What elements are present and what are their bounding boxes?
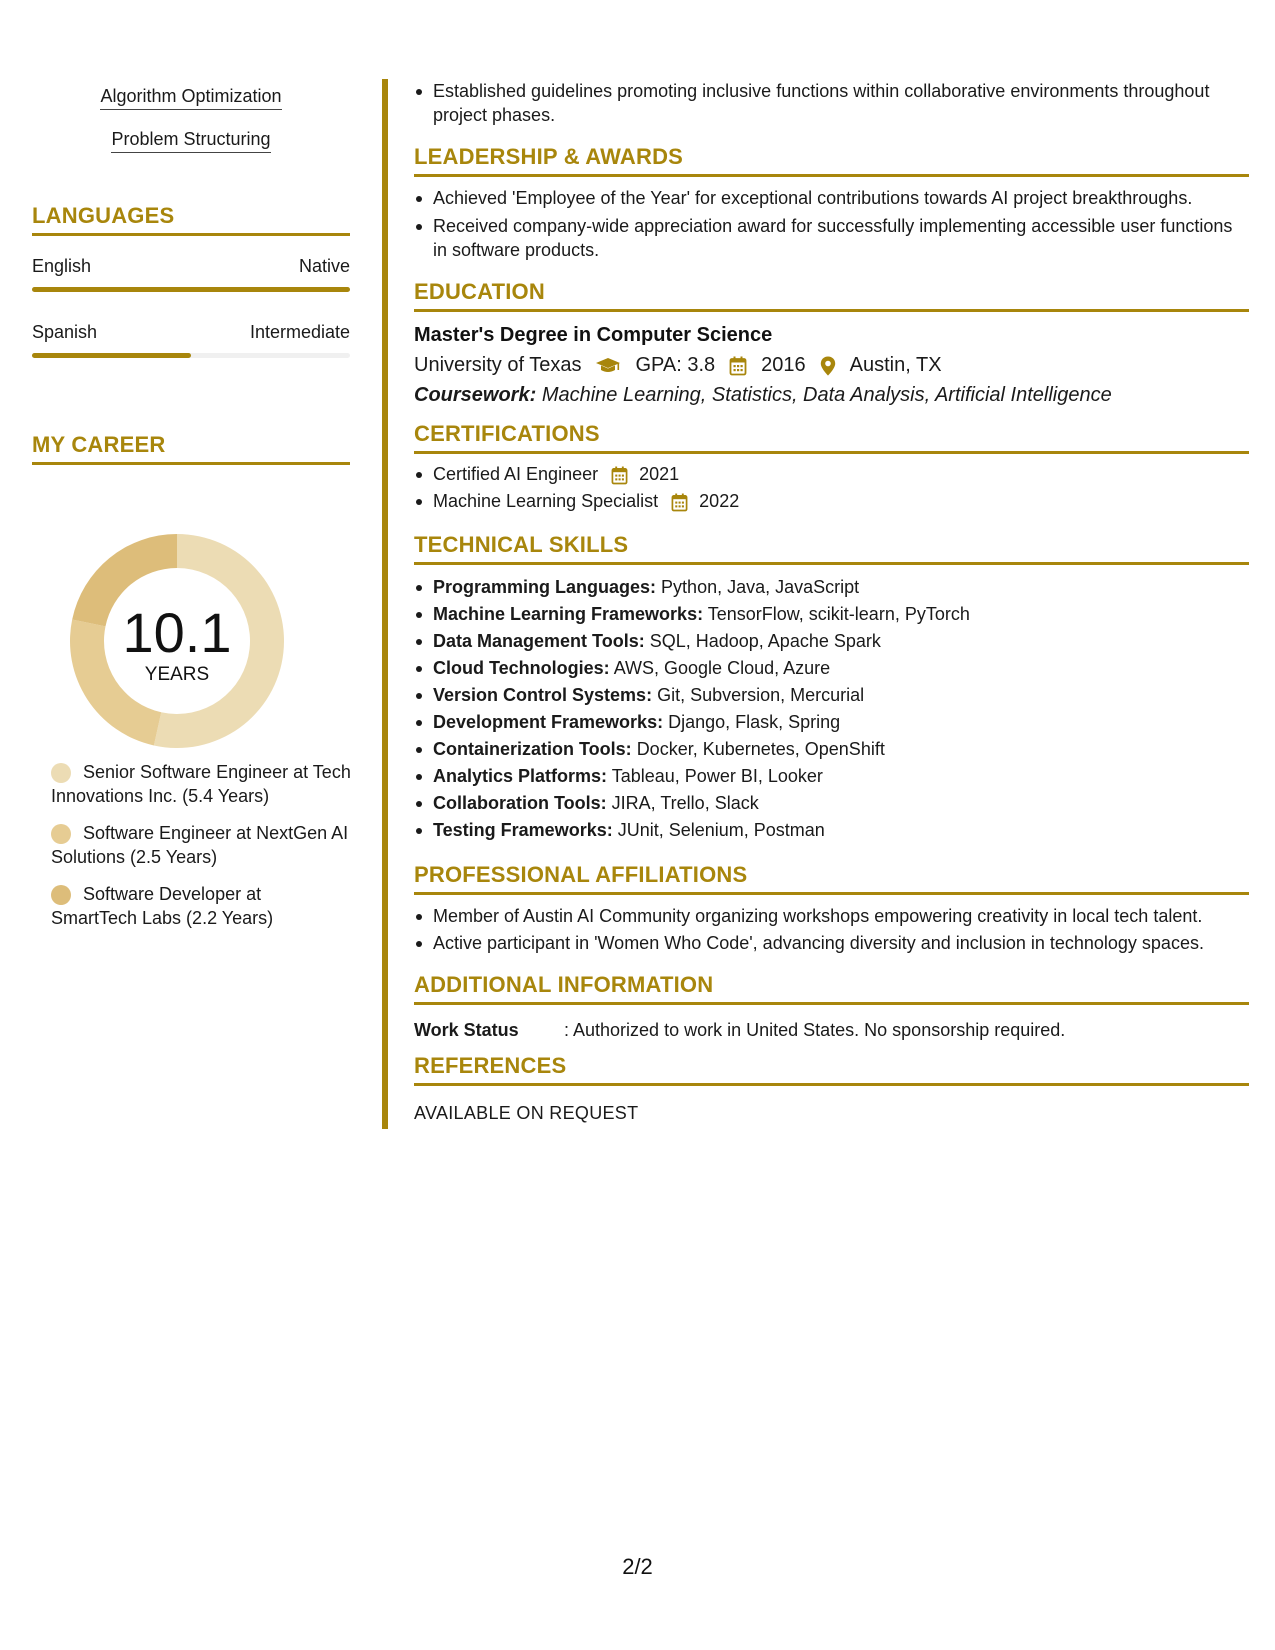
cert-year: 2021 (639, 464, 680, 484)
affiliations-heading: PROFESSIONAL AFFILIATIONS (414, 862, 1249, 895)
skill-category: Development Frameworks: (433, 712, 664, 732)
career-legend-item: Software Developer at SmartTech Labs (2.2 Years) (51, 884, 274, 928)
list-item (414, 488, 1249, 515)
skill-item (414, 682, 1249, 709)
technical-skills-heading: TECHNICAL SKILLS (414, 532, 1249, 565)
skill-values: SQL, Hadoop, Apache Spark (649, 631, 881, 651)
list-item: Member of Austin AI Community organizing workshops empowering creativity in local tech talent. (414, 903, 1249, 930)
skill-item (414, 736, 1249, 763)
language-name: Spanish (32, 322, 98, 342)
career-total-unit: YEARS (144, 664, 210, 685)
skill-category: Analytics Platforms: (433, 766, 608, 786)
education-meta (414, 354, 942, 377)
skill-values: AWS, Google Cloud, Azure (613, 658, 831, 678)
list-item (414, 461, 1249, 488)
calendar-icon (671, 493, 688, 512)
language-row (32, 256, 350, 277)
graduation-cap-icon (595, 357, 621, 375)
skill-values: Django, Flask, Spring (668, 712, 841, 732)
legend-dot (51, 824, 71, 844)
work-status-row (414, 1020, 1065, 1041)
work-status-label: Work Status (414, 1020, 519, 1040)
cert-name: Machine Learning Specialist (433, 491, 659, 511)
skill-category: Cloud Technologies: (433, 658, 610, 678)
affiliations-list (414, 903, 1249, 957)
language-level: Native (298, 256, 350, 276)
certifications-list (414, 461, 1249, 515)
language-bar-fill (32, 287, 350, 292)
list-item: Established guidelines promoting inclusive functions within collaborative environments throughout project phases. (414, 79, 1249, 127)
skill-item (414, 763, 1249, 790)
skill-item (414, 790, 1249, 817)
legend-dot (51, 885, 71, 905)
skill-item (414, 574, 1249, 601)
references-text: AVAILABLE ON REQUEST (414, 1103, 639, 1123)
leadership-list (414, 186, 1249, 262)
coursework-list: Machine Learning, Statistics, Data Analysis, Artificial Intelligence (541, 384, 1112, 406)
coursework-label: Coursework: (414, 384, 537, 406)
technical-skills-list (414, 574, 1249, 844)
skill-category: Containerization Tools: (433, 739, 632, 759)
page-number: 2/2 (622, 1554, 653, 1579)
skill-item (414, 601, 1249, 628)
cert-year: 2022 (699, 491, 740, 511)
career-heading: MY CAREER (32, 432, 350, 465)
cert-name: Certified AI Engineer (433, 464, 599, 484)
education-location: Austin, TX (849, 354, 942, 376)
graduation-year: 2016 (761, 354, 806, 376)
language-bar (32, 287, 350, 292)
leadership-heading: LEADERSHIP & AWARDS (414, 144, 1249, 177)
career-legend-item: Software Engineer at NextGen AI Solutions (2.5 Years) (51, 823, 349, 867)
column-divider (382, 79, 388, 1129)
skill-category: Programming Languages: (433, 577, 657, 597)
school-name: University of Texas (414, 354, 582, 376)
language-bar (32, 353, 350, 358)
language-name: English (32, 256, 92, 276)
gpa: GPA: 3.8 (635, 354, 716, 376)
skill-values: Git, Subversion, Mercurial (657, 685, 865, 705)
skill-values: Python, Java, JavaScript (661, 577, 860, 597)
calendar-icon (729, 356, 747, 376)
skill-category: Machine Learning Frameworks: (433, 604, 704, 624)
skill-item (414, 817, 1249, 844)
references-heading: REFERENCES (414, 1053, 1249, 1086)
language-level: Intermediate (249, 322, 350, 342)
skill-item (414, 655, 1249, 682)
skill-item (414, 709, 1249, 736)
legend-dot (51, 763, 71, 783)
skill-values: TensorFlow, scikit-learn, PyTorch (707, 604, 970, 624)
language-row (32, 322, 350, 343)
skill-values: JUnit, Selenium, Postman (617, 820, 825, 840)
career-legend-item: Senior Software Engineer at Tech Innovations Inc. (5.4 Years) (51, 762, 351, 806)
languages-heading: LANGUAGES (32, 203, 350, 236)
skill-category: Collaboration Tools: (433, 793, 607, 813)
skill-values: JIRA, Trello, Slack (611, 793, 759, 813)
coursework (414, 384, 1112, 407)
work-status-value: : Authorized to work in United States. No sponsorship required. (564, 1020, 1066, 1040)
certifications-heading: CERTIFICATIONS (414, 421, 1249, 454)
skill-category: Version Control Systems: (433, 685, 653, 705)
career-total-years: 10.1 (122, 601, 232, 664)
calendar-icon (611, 466, 628, 485)
skill-tag: Problem Structuring (32, 129, 350, 153)
education-heading: EDUCATION (414, 279, 1249, 312)
degree-title: Master's Degree in Computer Science (414, 324, 773, 346)
skill-values: Tableau, Power BI, Looker (611, 766, 823, 786)
list-item: Received company-wide appreciation award for successfully implementing accessible user functions in software products. (414, 214, 1249, 262)
skill-values: Docker, Kubernetes, OpenShift (636, 739, 885, 759)
list-item: Active participant in 'Women Who Code', advancing diversity and inclusion in technology spaces. (414, 930, 1249, 957)
additional-info-heading: ADDITIONAL INFORMATION (414, 972, 1249, 1005)
skill-tag: Algorithm Optimization (32, 86, 350, 110)
skill-item (414, 628, 1249, 655)
list-item: Achieved 'Employee of the Year' for exceptional contributions towards AI project breakthroughs. (414, 186, 1249, 210)
map-pin-icon (820, 356, 836, 376)
skill-category: Testing Frameworks: (433, 820, 613, 840)
language-bar-fill (32, 353, 191, 358)
experience-bullets (414, 79, 1249, 127)
skill-category: Data Management Tools: (433, 631, 645, 651)
